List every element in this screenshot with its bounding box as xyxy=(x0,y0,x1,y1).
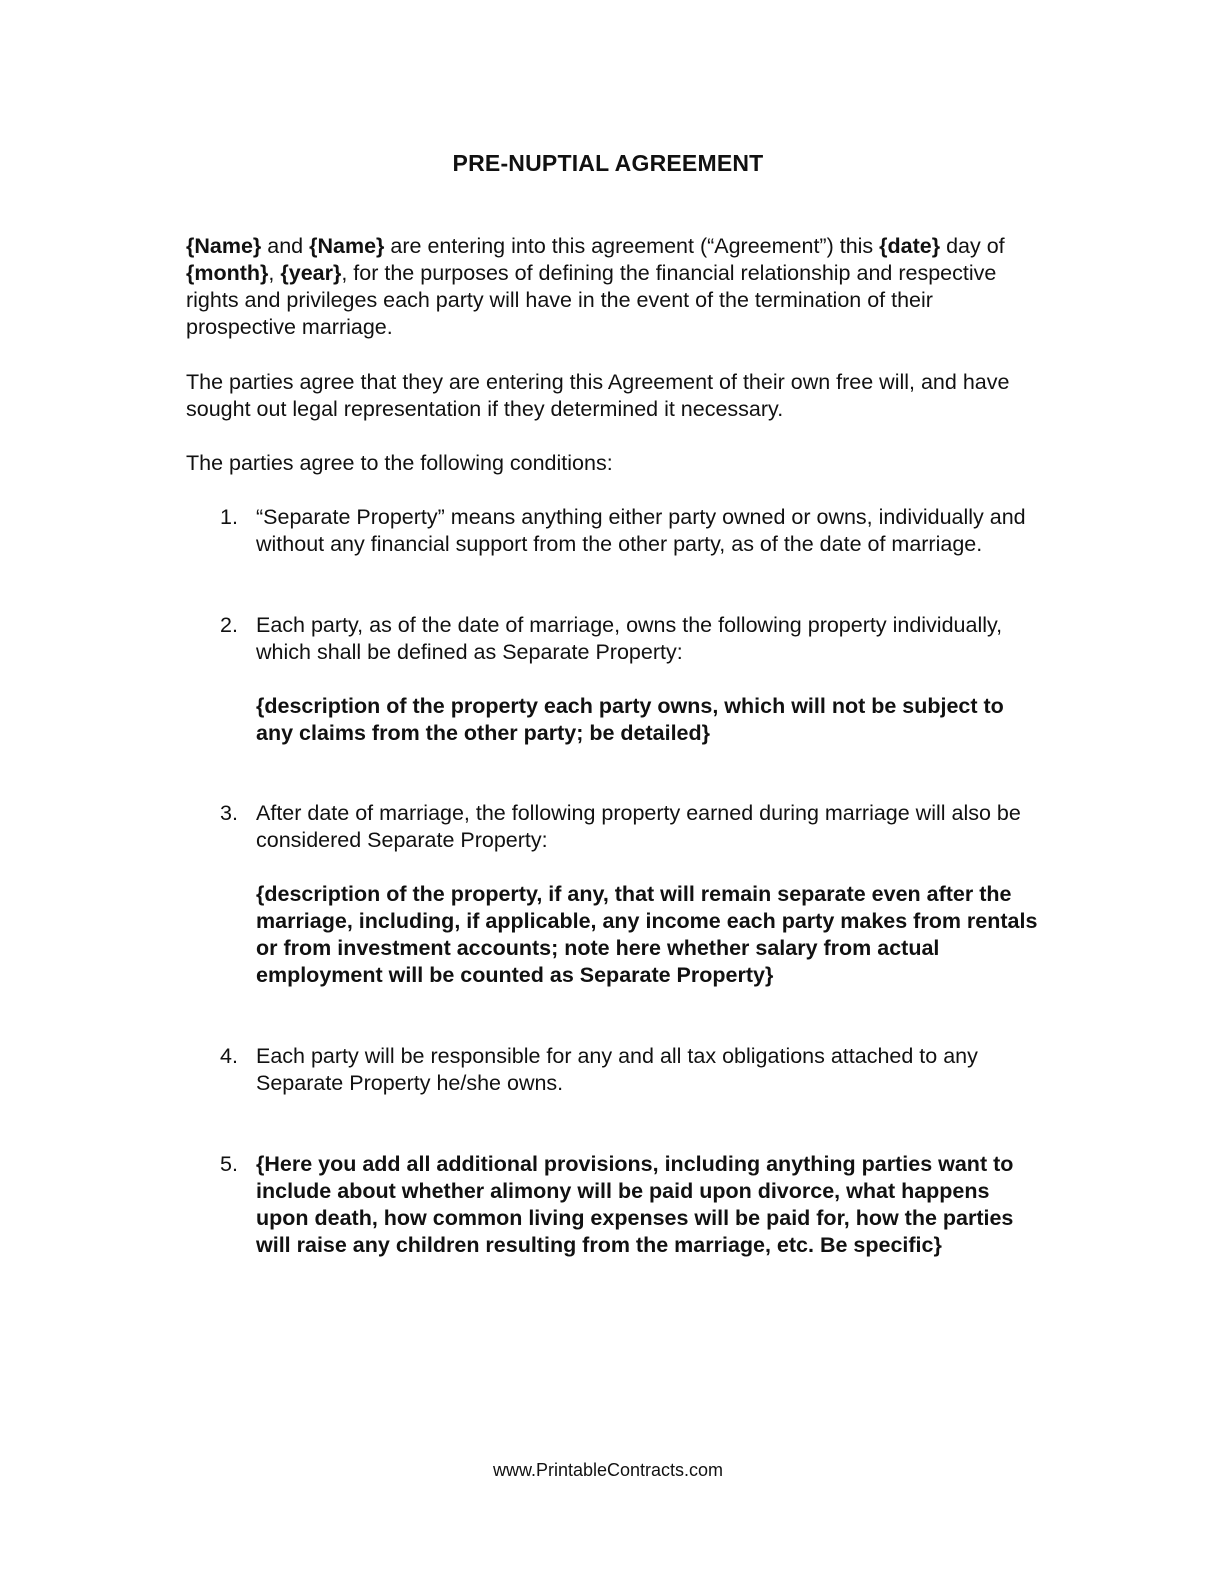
item-number: 2. xyxy=(220,613,238,637)
item-text: “Separate Property” means anything either party owned or owns, individually and without any financial support from the other party, as of the date of marriage. xyxy=(256,505,1026,556)
item-number: 4. xyxy=(220,1044,238,1068)
item-text: Each party, as of the date of marriage, owns the following property individually, which shall be defined as Separate Property: xyxy=(256,613,1003,664)
party-name-2: {Name} xyxy=(309,234,385,258)
conditions-intro: The parties agree to the following conditions: xyxy=(186,451,613,475)
free-will-paragraph: The parties agree that they are entering this Agreement of their own free will, and have sought out legal representation if they determined it necessary. xyxy=(186,370,1010,421)
item-text: After date of marriage, the following property earned during marriage will also be considered Separate Property: xyxy=(256,801,1021,852)
month-field: {month} xyxy=(186,261,269,285)
party-name-1: {Name} xyxy=(186,234,262,258)
item-number: 1. xyxy=(220,505,238,529)
item-placeholder: {description of the property, if any, that will remain separate even after the marriage, including, if applicable, any income each party makes from rentals or from investment accounts; note here whether salary from actual employment will be counted as Separate Property} xyxy=(256,882,1038,987)
intro-paragraph: {Name} and {Name} are entering into this agreement (“Agreement”) this {date} day of {month}, {year}, for the purposes of defining the financial relationship and respective rights and privileges each party will have in the event of the termination of their prospective marriage. xyxy=(186,234,1005,339)
item-number: 3. xyxy=(220,801,238,825)
document-title: PRE-NUPTIAL AGREEMENT xyxy=(452,150,764,176)
item-placeholder: {description of the property each party owns, which will not be subject to any claims from the other party; be detailed} xyxy=(256,694,1004,745)
year-field: {year} xyxy=(280,261,342,285)
date-field: {date} xyxy=(879,234,941,258)
footer-url: www.PrintableContracts.com xyxy=(492,1460,724,1480)
item-placeholder: {Here you add all additional provisions, including anything parties want to include about whether alimony will be paid upon divorce, what happens upon death, how common living expenses will be paid for, how the parties will raise any children resulting from the marriage, etc. Be specific} xyxy=(256,1152,1014,1257)
item-text: Each party will be responsible for any and all tax obligations attached to any Separate Property he/she owns. xyxy=(256,1044,978,1095)
item-number: 5. xyxy=(220,1152,238,1176)
